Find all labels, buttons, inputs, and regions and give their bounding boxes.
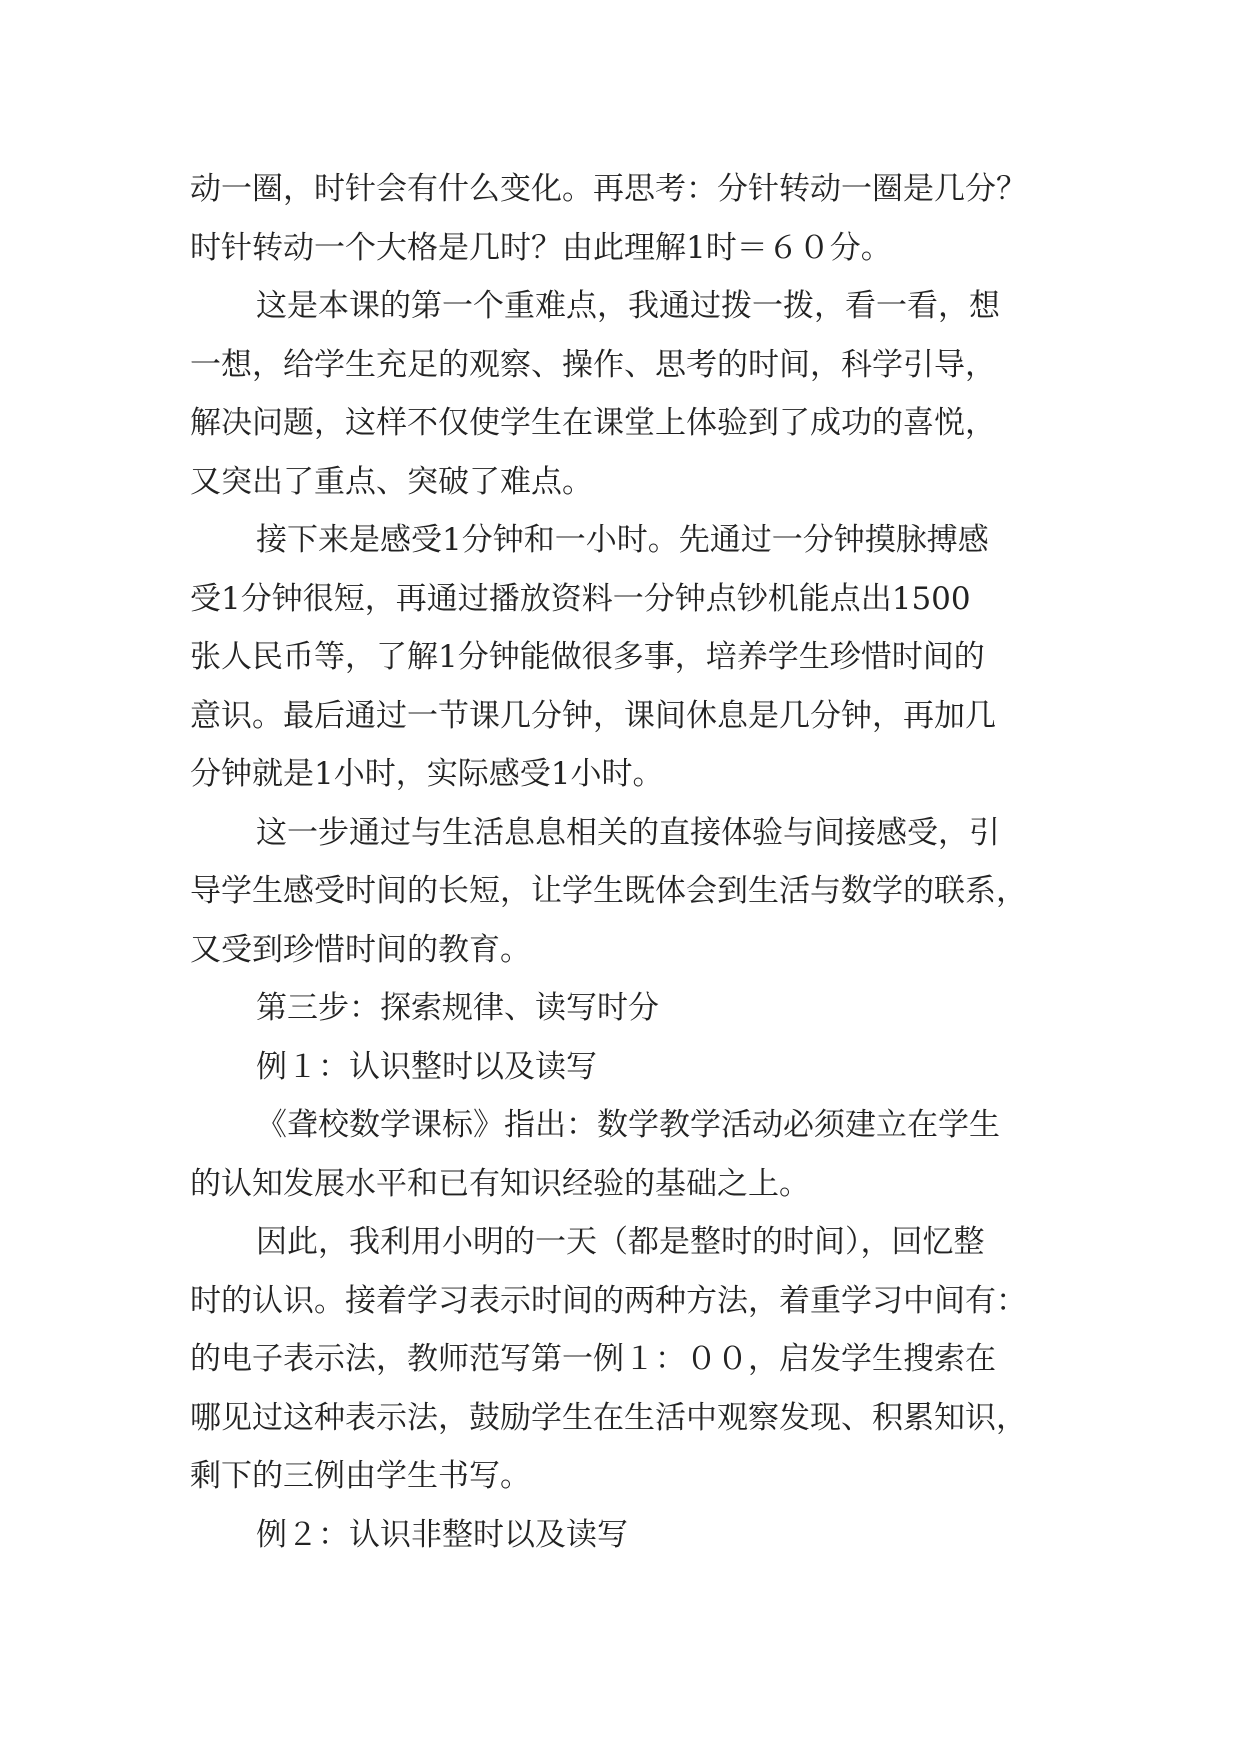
- text-line: 一想，给学生充足的观察、操作、思考的时间，科学引导，: [190, 346, 996, 383]
- text-line: 又受到珍惜时间的教育。: [190, 931, 531, 968]
- text-line: 导学生感受时间的长短，让学生既体会到生活与数学的联系，: [190, 873, 1027, 909]
- text-line: 意识。最后通过一节课几分钟，课间休息是几分钟，再加几: [190, 697, 996, 734]
- text-line: 因此，我利用小明的一天（都是整时的时间），回忆整: [256, 1224, 985, 1260]
- text-line: 这是本课的第一个重难点，我通过拨一拨，看一看，想: [256, 288, 1000, 324]
- text-line: 剩下的三例由学生书写。: [190, 1458, 531, 1494]
- text-line: 这一步通过与生活息息相关的直接体验与间接感受，引: [256, 814, 1000, 851]
- document-body: [190, 160, 1060, 1564]
- text-line: 《聋校数学课标》指出：数学教学活动必须建立在学生: [256, 1107, 1000, 1143]
- text-line: 的认知发展水平和已有知识经验的基础之上。: [190, 1165, 810, 1202]
- text-line: 分钟就是1小时，实际感受1小时。: [190, 756, 664, 792]
- text-line: 第三步：探索规律、读写时分: [256, 990, 659, 1026]
- text-line: 例１：认识整时以及读写: [256, 1048, 597, 1085]
- text-line: 的电子表示法，教师范写第一例１：００，启发学生搜索在: [190, 1341, 996, 1377]
- text-line: 例２：认识非整时以及读写: [256, 1516, 628, 1553]
- text-line: 时针转动一个大格是几时？由此理解1时＝６０分。: [190, 229, 892, 266]
- text-line: 接下来是感受1分钟和一小时。先通过一分钟摸脉搏感: [256, 522, 989, 558]
- text-line: 张人民币等，了解1分钟能做很多事，培养学生珍惜时间的: [190, 639, 985, 675]
- text-line: 哪见过这种表示法，鼓励学生在生活中观察发现、积累知识，: [190, 1399, 1027, 1436]
- text-line: 动一圈，时针会有什么变化。再思考：分针转动一圈是几分？: [190, 171, 1027, 207]
- text-line: 解决问题，这样不仅使学生在课堂上体验到了成功的喜悦，: [190, 405, 996, 441]
- text-line: 又突出了重点、突破了难点。: [190, 463, 593, 500]
- text-line: 受1分钟很短，再通过播放资料一分钟点钞机能点出1500: [190, 580, 971, 617]
- text-line: 时的认识。接着学习表示时间的两种方法，着重学习中间有：: [190, 1282, 1027, 1319]
